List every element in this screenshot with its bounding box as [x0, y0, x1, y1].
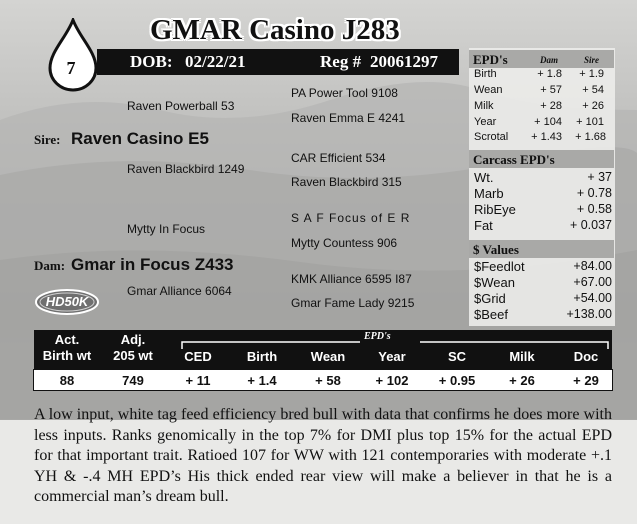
header-year: Year — [378, 349, 406, 364]
sire-dam: Raven Blackbird 1249 — [127, 162, 245, 176]
carcass-value: + 0.78 — [576, 186, 612, 200]
header-adj-line2: 205 wt — [113, 348, 153, 363]
reg-value: 20061297 — [370, 52, 438, 71]
header-milk: Milk — [509, 349, 535, 364]
value-amount: +67.00 — [573, 275, 612, 289]
carcass-value: + 0.58 — [576, 202, 612, 216]
sire-dam-sire: CAR Efficient 534 — [291, 151, 386, 165]
value-amount: +138.00 — [566, 307, 612, 321]
epd-row-dam: + 57 — [540, 84, 562, 96]
epd-row-label: Birth — [474, 68, 497, 80]
carcass-label: RibEye — [474, 202, 516, 217]
animal-title: GMAR Casino J283 — [150, 14, 400, 46]
value-doc: + 29 — [573, 373, 599, 388]
sire-dam-dam: Raven Blackbird 315 — [291, 175, 402, 189]
sire-sire: Raven Powerball 53 — [127, 99, 235, 113]
header-act-line2: Birth wt — [42, 348, 92, 363]
epd-row-label: Wean — [474, 84, 503, 96]
dob-reg-bar — [97, 49, 459, 75]
dob-value: 02/22/21 — [185, 52, 246, 71]
epd-row-sire: + 1.68 — [575, 131, 606, 143]
lot-drop-icon — [46, 18, 100, 92]
value-wean: + 58 — [315, 373, 341, 388]
dam-dam-sire: KMK Alliance 6595 I87 — [291, 272, 412, 286]
dam-sire-dam: Mytty Countess 906 — [291, 236, 398, 250]
dam-label: Dam: — [34, 258, 66, 273]
carcass-label: Wt. — [474, 170, 494, 185]
value-label: $Feedlot — [474, 259, 525, 274]
epd-row-label: Scrotal — [474, 131, 509, 143]
epd-row-label: Milk — [474, 100, 494, 112]
dam-dam: Gmar Alliance 6064 — [127, 284, 232, 298]
header-adj-line1: Adj. — [120, 332, 146, 347]
dam-name: Gmar in Focus Z433 — [71, 255, 234, 274]
epd-row-sire: + 101 — [576, 116, 604, 128]
value-year: + 102 — [375, 373, 409, 388]
header-act-line1: Act. — [54, 332, 80, 347]
dam-sire: Mytty In Focus — [127, 222, 206, 236]
epd-row-sire: + 1.9 — [579, 68, 604, 80]
epd-col-dam: Dam — [540, 55, 558, 65]
header-sc: SC — [447, 349, 467, 364]
epd-row-dam: + 104 — [534, 116, 562, 128]
dam-dam-dam: Gmar Fame Lady 9215 — [291, 296, 415, 310]
value-birth: + 1.4 — [247, 373, 277, 388]
sire-sire-dam: Raven Emma E 4241 — [291, 111, 406, 125]
header-wean: Wean — [310, 349, 346, 364]
values-header: $ Values — [473, 242, 519, 257]
epd-row-dam: + 1.43 — [531, 131, 562, 143]
value-sc: + 0.95 — [438, 373, 476, 388]
carcass-label: Fat — [474, 218, 493, 233]
epd-col-sire: Sire — [584, 55, 600, 65]
carcass-label: Marb — [474, 186, 504, 201]
epd-header: EPD's — [473, 52, 508, 67]
carcass-header: Carcass EPD's — [473, 152, 555, 167]
epd-row-dam: + 1.8 — [537, 68, 562, 80]
value-act-birth: 88 — [59, 373, 75, 388]
value-amount: +54.00 — [573, 291, 612, 305]
carcass-value: + 0.037 — [569, 218, 612, 232]
epd-row-sire: + 26 — [582, 100, 604, 112]
description-paragraph: A low input, white tag feed efficiency bred bull with data that confirms he does more with less inputs. Ranks genomically in the top 7% for DMI plus top 15% for the actual EPD for that important trait. Ratioed 107 for WW with 121 contemporaries with moderate +.1 YH & -.4 MH EPD’s His thick ended rear view will make a believer in that he is a commercial man’s dream bull. — [34, 406, 612, 505]
epd-row-dam: + 28 — [540, 100, 562, 112]
value-amount: +84.00 — [573, 259, 612, 273]
carcass-value: + 37 — [587, 170, 612, 184]
table-epd-caption: EPD's — [364, 331, 391, 342]
value-adj-205: 749 — [122, 373, 144, 388]
hd50k-badge-label: HD50K — [45, 294, 89, 309]
value-ced: + 11 — [185, 373, 211, 388]
sire-sire-sire: PA Power Tool 9108 — [291, 86, 398, 100]
sire-label: Sire: — [34, 132, 61, 147]
value-label: $Beef — [474, 307, 508, 322]
value-milk: + 26 — [509, 373, 535, 388]
value-label: $Grid — [474, 291, 506, 306]
header-birth: Birth — [246, 349, 278, 364]
lot-number: 7 — [66, 58, 76, 78]
reg-label: Reg # — [320, 52, 362, 71]
epd-row-sire: + 54 — [582, 84, 604, 96]
header-doc: Doc — [573, 349, 599, 364]
value-label: $Wean — [474, 275, 515, 290]
dob-label: DOB: — [130, 52, 173, 71]
epd-row-label: Year — [474, 116, 497, 128]
sire-name: Raven Casino E5 — [71, 129, 209, 148]
header-ced: CED — [184, 349, 212, 364]
dam-sire-sire: S A F Focus of E R — [291, 211, 411, 225]
